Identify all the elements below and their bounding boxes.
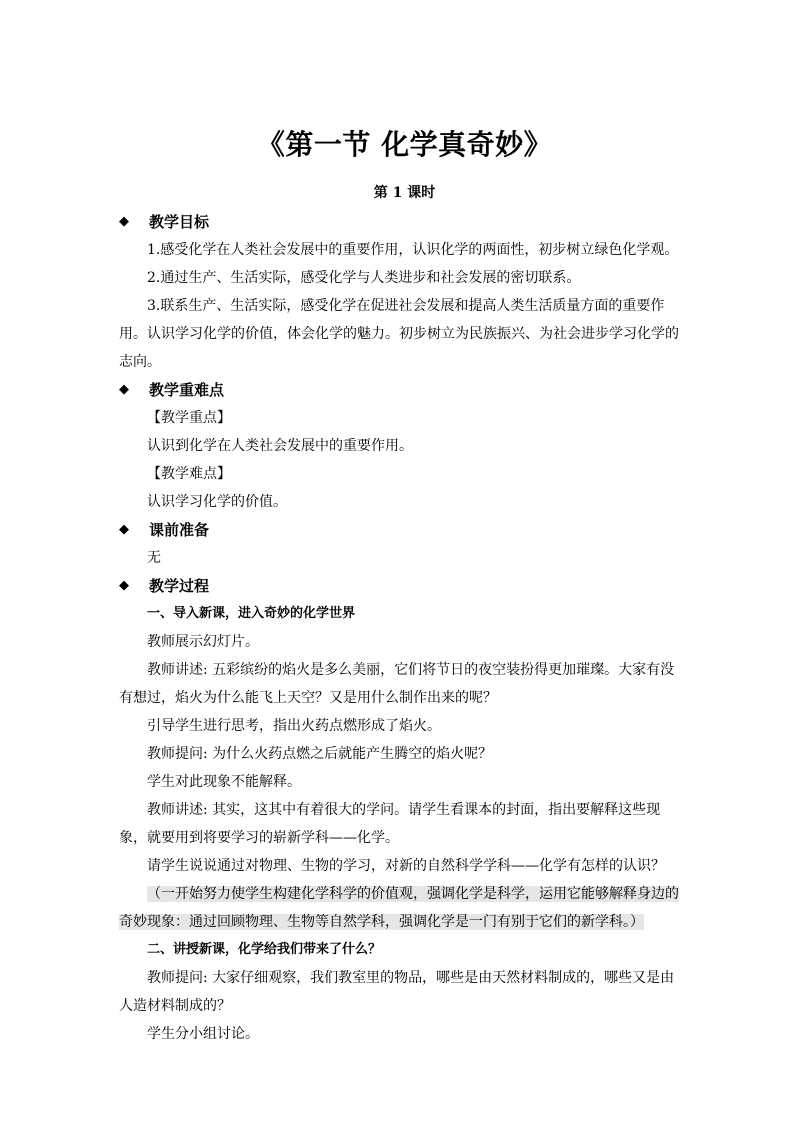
section-prep-heading (119, 516, 682, 544)
section-keypoints-heading (119, 376, 682, 404)
diamond-bullet-icon: ◆ (119, 578, 129, 593)
teaching-note (119, 880, 682, 936)
process-paragraph: 学生对此现象不能解释。 (147, 774, 301, 790)
process-paragraph: 请学生说说通过对物理、生物的学习，对新的自然科学学科——化学有怎样的认识？ (147, 858, 665, 874)
section-process-heading (119, 572, 682, 600)
process-paragraph: 教师讲述: 其实，这其中有着很大的学问。请学生看课本的封面，指出要解释这些现象，就要用到将要学习的崭新学科——化学。 (119, 802, 661, 846)
lesson-period: 第 1 课时 (373, 185, 436, 201)
goal-item-2: 2.通过生产、生活实际，感受化学与人类进步和社会发展的密切联系。 (147, 270, 581, 286)
process-part2-title: 二、讲授新课，化学给我们带来了什么？ (147, 942, 382, 957)
section-prep-title: 课前准备 (149, 521, 210, 539)
section-keypoints-title: 教学重难点 (149, 381, 225, 399)
goal-item-1: 1.感受化学在人类社会发展中的重要作用，认识化学的两面性，初步树立绿色化学观。 (147, 242, 679, 258)
diamond-bullet-icon: ◆ (119, 214, 129, 229)
focus-text: 认识到化学在人类社会发展中的重要作用。 (147, 438, 413, 454)
difficulty-label: 【教学难点】 (147, 466, 231, 482)
diamond-bullet-icon: ◆ (119, 522, 129, 537)
process-paragraph: 引导学生进行思考，指出火药点燃形成了焰火。 (147, 718, 441, 734)
process-paragraph: 教师提问: 大家仔细观察，我们教室里的物品，哪些是由天然材料制成的，哪些又是由人造材料制成的？ (119, 970, 675, 1014)
diamond-bullet-icon: ◆ (119, 382, 129, 397)
focus-label: 【教学重点】 (147, 410, 231, 426)
goal-item-3: 3.联系生产、生活实际，感受化学在促进社会发展和提高人类生活质量方面的重要作用。认识学习化学的价值，体会化学的魅力。初步树立为民族振兴、为社会进步学习化学的志向。 (119, 298, 679, 370)
process-paragraph: 教师提问: 为什么火药点燃之后就能产生腾空的焰火呢？ (147, 746, 493, 762)
process-part1-title: 一、导入新课，进入奇妙的化学世界 (147, 606, 356, 621)
prep-text: 无 (147, 550, 161, 566)
document-title: 《第一节 化学真奇妙》 (256, 128, 553, 161)
teaching-note-highlight: （一开始努力使学生构建化学科学的价值观，强调化学是科学，运用它能够解释身边的奇妙现象：通过回顾物理、生物等自然学科，强调化学是一门有别于它们的新学科。） (119, 886, 679, 930)
process-paragraph: 教师展示幻灯片。 (147, 634, 259, 650)
section-goals-title: 教学目标 (149, 213, 210, 231)
section-goals-heading (119, 208, 682, 236)
process-paragraph: 教师讲述: 五彩缤纷的焰火是多么美丽，它们将节日的夜空装扮得更加璀璨。大家有没有想过，焰火为什么能飞上天空？又是用什么制作出来的呢？ (119, 662, 675, 706)
section-process-title: 教学过程 (149, 577, 210, 595)
process-paragraph: 学生分小组讨论。 (147, 1026, 259, 1042)
difficulty-text: 认识学习化学的价值。 (147, 494, 287, 510)
